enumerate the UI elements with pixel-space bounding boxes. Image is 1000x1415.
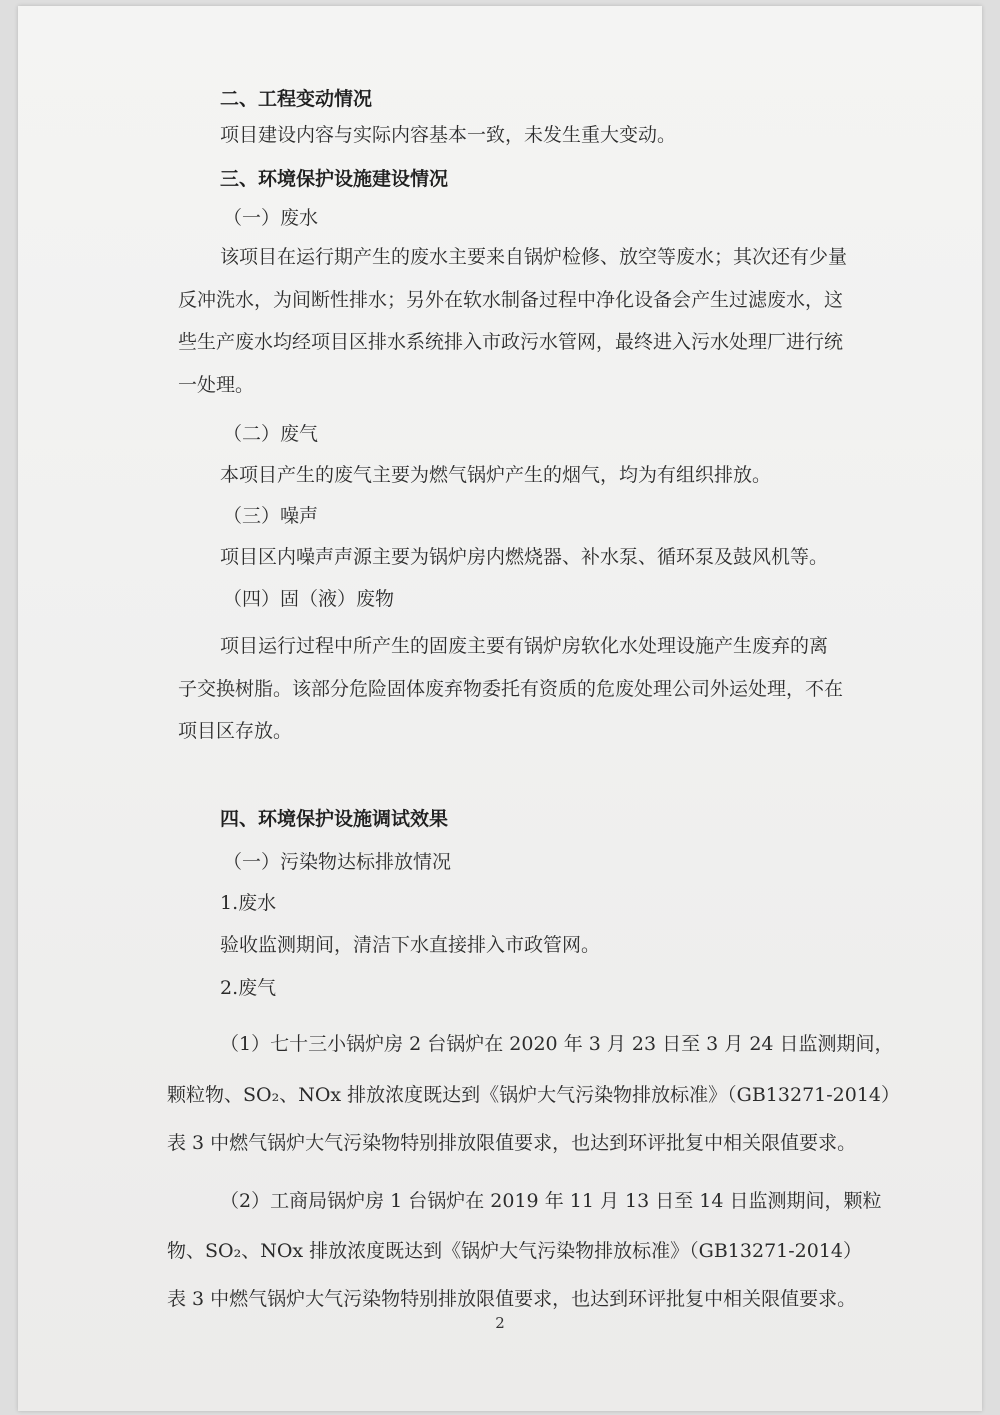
text-line: 本项目产生的废气主要为燃气锅炉产生的烟气，均为有组织排放。 [220, 464, 772, 486]
subheading-pollutant-discharge: （一）污染物达标排放情况 [223, 851, 452, 873]
subheading-wastewater: （一）废水 [223, 207, 319, 229]
text-line: 项目建设内容与实际内容基本一致，未发生重大变动。 [220, 124, 677, 146]
item-wastewater: 1.废水 [220, 892, 277, 914]
subheading-solid-waste: （四）固（液）废物 [223, 588, 395, 610]
subheading-waste-gas: （二）废气 [223, 423, 319, 445]
text-line: 项目区内噪声声源主要为锅炉房内燃烧器、补水泵、循环泵及鼓风机等。 [220, 546, 829, 568]
text-line: 项目区存放。 [178, 720, 293, 742]
subheading-noise: （三）噪声 [223, 505, 319, 527]
text-line: 一处理。 [178, 374, 255, 396]
text-line: 表 3 中燃气锅炉大气污染物特别排放限值要求，也达到环评批复中相关限值要求。 [167, 1288, 857, 1310]
page-number: 2 [495, 1314, 505, 1332]
text-line: 该项目在运行期产生的废水主要来自锅炉检修、放空等废水；其次还有少量 [220, 246, 848, 268]
text-line: 子交换树脂。该部分危险固体废弃物委托有资质的危废处理公司外运处理，不在 [178, 678, 844, 700]
text-line: 些生产废水均经项目区排水系统排入市政污水管网，最终进入污水处理厂进行统 [178, 331, 844, 353]
text-line: 项目运行过程中所产生的固废主要有锅炉房软化水处理设施产生废弃的离 [220, 635, 829, 657]
text-line: （1）七十三小锅炉房 2 台锅炉在 2020 年 3 月 23 日至 3 月 24 日监测期间， [220, 1033, 894, 1055]
text-line: 表 3 中燃气锅炉大气污染物特别排放限值要求，也达到环评批复中相关限值要求。 [167, 1132, 857, 1154]
text-line: 物、SO₂、NOx 排放浓度既达到《锅炉大气污染物排放标准》（GB13271-2014） [167, 1240, 863, 1262]
text-line: 颗粒物、SO₂、NOx 排放浓度既达到《锅炉大气污染物排放标准》（GB13271-2014） [167, 1084, 901, 1106]
text-line: 反冲洗水，为间断性排水；另外在软水制备过程中净化设备会产生过滤废水，这 [178, 289, 844, 311]
text-line: （2）工商局锅炉房 1 台锅炉在 2019 年 11 月 13 日至 14 日监测期间，颗粒 [220, 1190, 882, 1212]
heading-engineering-changes: 二、工程变动情况 [220, 88, 373, 110]
heading-debugging-effect: 四、环境保护设施调试效果 [220, 808, 449, 830]
text-line: 验收监测期间，清洁下水直接排入市政管网。 [220, 934, 601, 956]
document-page [18, 6, 982, 1411]
item-waste-gas: 2.废气 [220, 977, 277, 999]
heading-env-facilities: 三、环境保护设施建设情况 [220, 168, 449, 190]
